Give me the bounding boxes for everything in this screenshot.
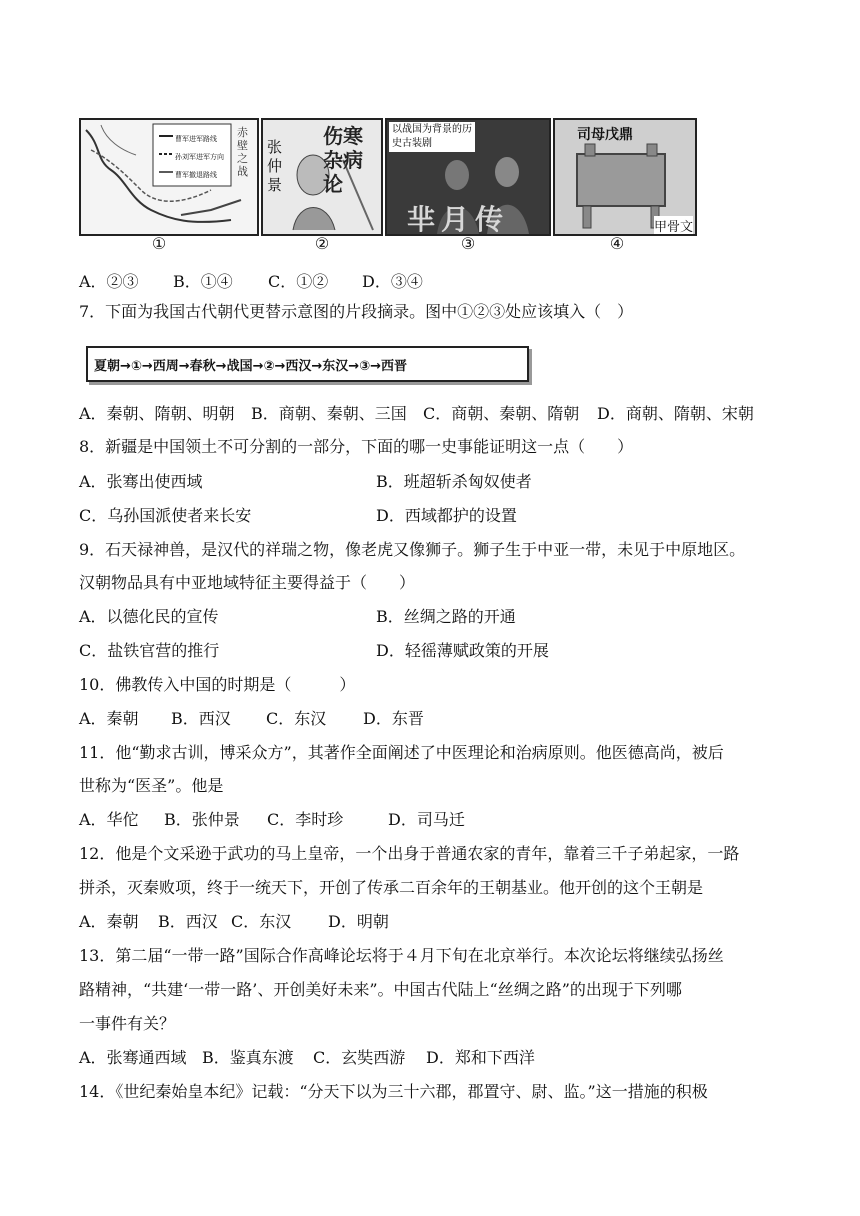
dynasty-timeline: 夏朝→①→西周→春秋→战国→②→西汉→东汉→③→西晋 xyxy=(86,346,529,382)
q10-option-c: C．东汉 xyxy=(266,709,327,728)
calligraphy-text: 伤寒杂病论 xyxy=(323,124,363,196)
q10-option-a: A．秦朝 xyxy=(79,709,139,728)
q14-stem-line1: 14．《世纪秦始皇本纪》记载：“分天下以为三十六郡，郡置守、尉、监。”这一措施的积极 xyxy=(79,1082,708,1101)
q9-option-b: B．丝绸之路的开通 xyxy=(376,607,516,626)
q10-stem: 10．佛教传入中国的时期是（ ） xyxy=(79,675,356,694)
q8-option-d: D．西域都护的设置 xyxy=(376,506,517,525)
q13-option-d: D．郑和下西洋 xyxy=(426,1048,535,1067)
miyue-figure xyxy=(385,118,551,236)
q13-option-b: B．鉴真东渡 xyxy=(202,1048,294,1067)
q12-option-d: D．明朝 xyxy=(328,912,389,931)
q8-option-a: A．张骞出使西域 xyxy=(79,472,203,491)
q12-stem-line1: 12．他是个文采逊于武功的马上皇帝，一个出身于普通农家的青年，靠着三千子弟起家，一路 xyxy=(79,844,740,863)
q13-option-a: A．张骞通西域 xyxy=(79,1048,187,1067)
q6-option-c: C．①② xyxy=(268,272,329,291)
q7-option-c: C．商朝、秦朝、隋朝 xyxy=(423,404,580,423)
q7-stem: 7．下面为我国古代朝代更替示意图的片段摘录。图中①②③处应该填入（ ） xyxy=(79,302,634,321)
map-drawing xyxy=(81,120,257,234)
q12-stem-line2: 拼杀，灭秦败项，终于一统天下，开创了传承二百余年的王朝基业。他开创的这个王朝是 xyxy=(79,878,704,897)
q12-option-a: A．秦朝 xyxy=(79,912,139,931)
q13-option-c: C．玄奘西游 xyxy=(313,1048,406,1067)
q13-stem-line1: 13．第二届“一带一路”国际合作高峰论坛将于４月下旬在北京举行。本次论坛将继续弘扬丝 xyxy=(79,946,724,965)
q9-option-c: C．盐铁官营的推行 xyxy=(79,641,220,660)
q9-stem-line2: 汉朝物品具有中亚地域特征主要得益于（ ） xyxy=(79,573,416,592)
map-legend-3: 曹军撤退路线 xyxy=(175,171,217,179)
q11-stem-line2: 世称为“医圣”。他是 xyxy=(79,776,224,795)
q6-option-d: D．③④ xyxy=(362,272,423,291)
map-side-text: 赤壁之战 xyxy=(237,126,248,178)
caption-4: ④ xyxy=(609,234,625,253)
q7-option-d: D．商朝、隋朝、宋朝 xyxy=(597,404,754,423)
caption-3: ③ xyxy=(460,234,476,253)
ding-title: 司母戊鼎 xyxy=(577,127,633,143)
q7-option-b: B．商朝、秦朝、三国 xyxy=(251,404,407,423)
q10-option-d: D．东晋 xyxy=(363,709,424,728)
q8-stem: 8．新疆是中国领土不可分割的一部分，下面的哪一史事能证明这一点（ ） xyxy=(79,437,634,456)
q11-option-c: C．李时珍 xyxy=(267,810,344,829)
ding-corner-text: 甲骨文 xyxy=(654,216,693,235)
q13-stem-line3: 一事件有关？ xyxy=(79,1014,176,1033)
q12-option-c: C．东汉 xyxy=(231,912,292,931)
q6-figures xyxy=(79,118,699,258)
zhang-name-text: 张仲景 xyxy=(267,138,283,194)
q10-option-b: B．西汉 xyxy=(171,709,231,728)
drama-banner: 以战国为背景的历史古装剧 xyxy=(389,122,475,152)
simuwu-ding-figure xyxy=(553,118,697,236)
q11-option-d: D．司马迁 xyxy=(388,810,465,829)
map-legend-1: 曹军进军路线 xyxy=(175,135,217,143)
caption-2: ② xyxy=(314,234,330,253)
q12-option-b: B．西汉 xyxy=(158,912,218,931)
q9-option-a: A．以德化民的宣传 xyxy=(79,607,219,626)
q8-option-b: B．班超斩杀匈奴使者 xyxy=(376,472,532,491)
q7-option-a: A．秦朝、隋朝、明朝 xyxy=(79,404,235,423)
q6-option-b: B．①④ xyxy=(173,272,233,291)
q11-option-b: B．张仲景 xyxy=(164,810,240,829)
q6-option-a: A．②③ xyxy=(79,272,139,291)
drama-title: 芈月传 xyxy=(407,203,510,236)
map-legend-2: 孙刘军进军方向 xyxy=(175,153,224,161)
q11-stem-line1: 11．他“勤求古训，博采众方”，其著作全面阐述了中医理论和治病原则。他医德高尚，被后 xyxy=(79,743,724,762)
caption-1: ① xyxy=(151,234,167,253)
q13-stem-line2: 路精神，“共建‘一带一路’、开创美好未来”。中国古代陆上“丝绸之路”的出现于下列哪 xyxy=(79,980,682,999)
q11-option-a: A．华佗 xyxy=(79,810,139,829)
q8-option-c: C．乌孙国派使者来长安 xyxy=(79,506,252,525)
chibi-map-figure xyxy=(79,118,259,236)
q9-stem-line1: 9．石天禄神兽，是汉代的祥瑞之物，像老虎又像狮子。狮子生于中亚一带，未见于中原地区。 xyxy=(79,540,746,559)
zhang-zhongjing-figure xyxy=(261,118,383,236)
q9-option-d: D．轻徭薄赋政策的开展 xyxy=(376,641,549,660)
